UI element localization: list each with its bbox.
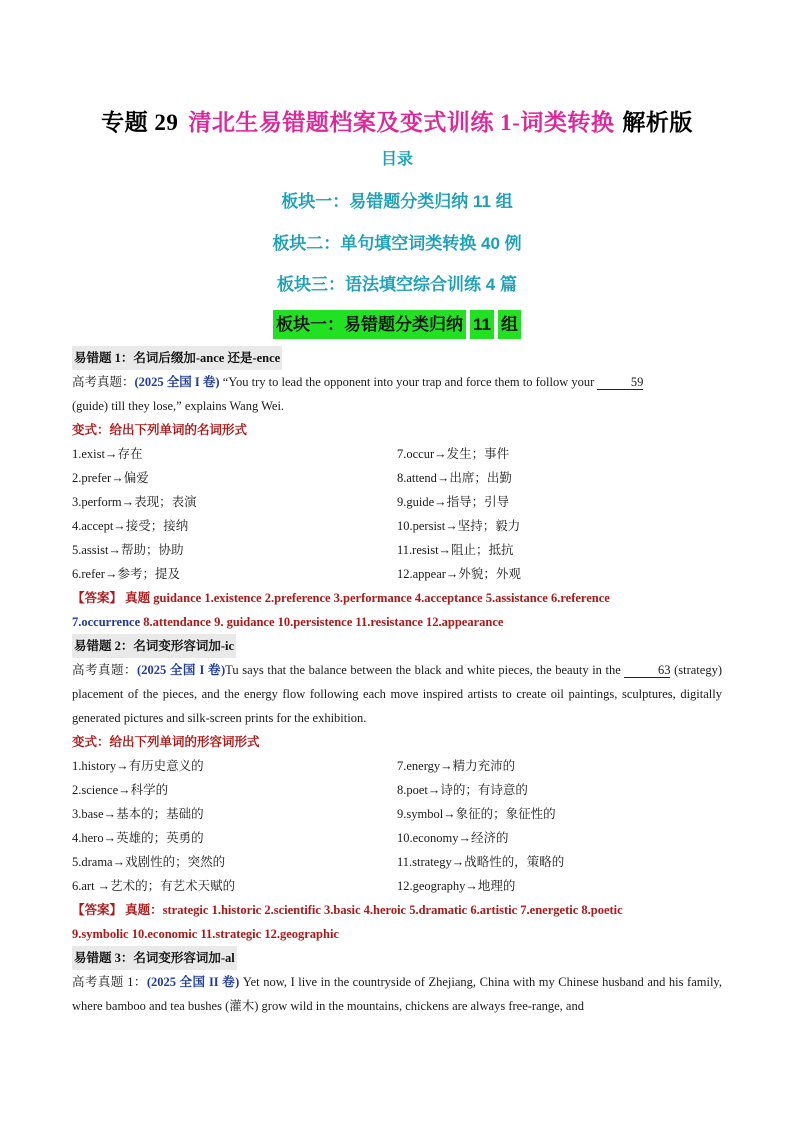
word-list bbox=[72, 754, 722, 898]
list-item: 12.appear→外貌；外观 bbox=[397, 567, 521, 581]
list-item: 6.refer→参考；提及 bbox=[72, 567, 180, 581]
list-item: 7.occur→发生；事件 bbox=[397, 447, 510, 461]
group-heading: 易错题 1：名词后缀加-ance 还是-ence bbox=[72, 346, 282, 370]
list-item: 4.accept→接受；接纳 bbox=[72, 519, 189, 533]
title-main: 清北生易错题档案及变式训练 1-词类转换 bbox=[188, 110, 615, 135]
section-banner-part3: 组 bbox=[498, 310, 521, 339]
list-item: 8.poet→诗的；有诗意的 bbox=[397, 783, 528, 797]
toc-heading: 目录 bbox=[380, 151, 413, 168]
list-item: 6.art →艺术的；有艺术天赋的 bbox=[72, 879, 236, 893]
list-item: 10.persist→坚持；毅力 bbox=[397, 519, 521, 533]
group-heading: 易错题 3：名词变形容词加-al bbox=[72, 946, 237, 970]
variant-label: 变式：给出下列单词的名词形式 bbox=[72, 423, 248, 437]
list-item: 7.energy→精力充沛的 bbox=[397, 759, 516, 773]
list-item: 10.economy→经济的 bbox=[397, 831, 509, 845]
list-item: 1.history→有历史意义的 bbox=[72, 759, 204, 773]
section-banner-part2: 11 bbox=[470, 310, 494, 339]
title-suffix: 解析版 bbox=[622, 110, 693, 135]
list-item: 9.symbol→象征的；象征性的 bbox=[397, 807, 556, 821]
toc-item-3: 板块三：语法填空综合训练 4 篇 bbox=[277, 275, 517, 294]
list-item: 2.science→科学的 bbox=[72, 783, 169, 797]
error-group-1 bbox=[72, 346, 722, 1018]
list-item: 8.attend→出席；出勤 bbox=[397, 471, 512, 485]
list-item: 9.guide→指导；引导 bbox=[397, 495, 510, 509]
answer-blank: 59 bbox=[597, 375, 643, 390]
list-item: 5.drama→戏剧性的；突然的 bbox=[72, 855, 226, 869]
exam-question: 高考真题 1：(2025 全国 II 卷) Yet now, I live in the countryside of Zhejiang, China with my Chinese husband and his family, where bamboo and tea bushes (灌木) grow wild in the mountains, chickens are always free-range, and bbox=[72, 975, 722, 1013]
title-prefix: 专题 29 bbox=[101, 110, 179, 135]
answer-block: 【答案】 真题：strategic 1.historic 2.scientific 3.basic 4.heroic 5.dramatic 6.artistic 7.energetic 8.poetic 9.symbolic 10.economic 11.strategic 12.geographic bbox=[72, 903, 623, 941]
section-banner-part1: 板块一：易错题分类归纳 bbox=[273, 310, 466, 339]
variant-label: 变式：给出下列单词的形容词形式 bbox=[72, 735, 260, 749]
list-item: 3.perform→表现；表演 bbox=[72, 495, 197, 509]
group-heading: 易错题 2：名词变形容词加-ic bbox=[72, 634, 236, 658]
answer-blank: 63 bbox=[624, 663, 670, 678]
toc-item-1: 板块一：易错题分类归纳 11 组 bbox=[281, 192, 513, 211]
list-item: 1.exist→存在 bbox=[72, 447, 143, 461]
list-item: 3.base→基本的；基础的 bbox=[72, 807, 204, 821]
list-item: 2.prefer→偏爱 bbox=[72, 471, 149, 485]
list-item: 11.strategy→战略性的，策略的 bbox=[397, 855, 565, 869]
list-item: 11.resist→阻止；抵抗 bbox=[397, 543, 514, 557]
section-banner bbox=[0, 310, 794, 335]
document-title bbox=[0, 104, 794, 137]
list-item: 5.assist→帮助；协助 bbox=[72, 543, 184, 557]
exam-question: 高考真题：(2025 全国 I 卷)Tu says that the balance between the black and white pieces, the beauty in the 63 (strategy) placement of the pieces, and the energy flow following each move inspired artists to create oil paintings, sculptures, digitally generated pictures and silk-screen prints for the exhibition. bbox=[72, 663, 722, 725]
list-item: 4.hero→英雄的；英勇的 bbox=[72, 831, 204, 845]
exam-question: 高考真题：(2025 全国 I 卷) “You try to lead the opponent into your trap and force them to follow your 59 (guide) till they lose,” explains Wang Wei. bbox=[72, 375, 644, 413]
answer-block: 【答案】 真题 guidance 1.existence 2.preference 3.performance 4.acceptance 5.assistance 6.reference 7.occurrence 8.attendance 9. guidance 10.persistence 11.resistance 12.appearance bbox=[72, 591, 610, 629]
word-list bbox=[72, 442, 722, 586]
list-item: 12.geography→地理的 bbox=[397, 879, 516, 893]
toc-item-2: 板块二：单句填空词类转换 40 例 bbox=[272, 234, 522, 253]
